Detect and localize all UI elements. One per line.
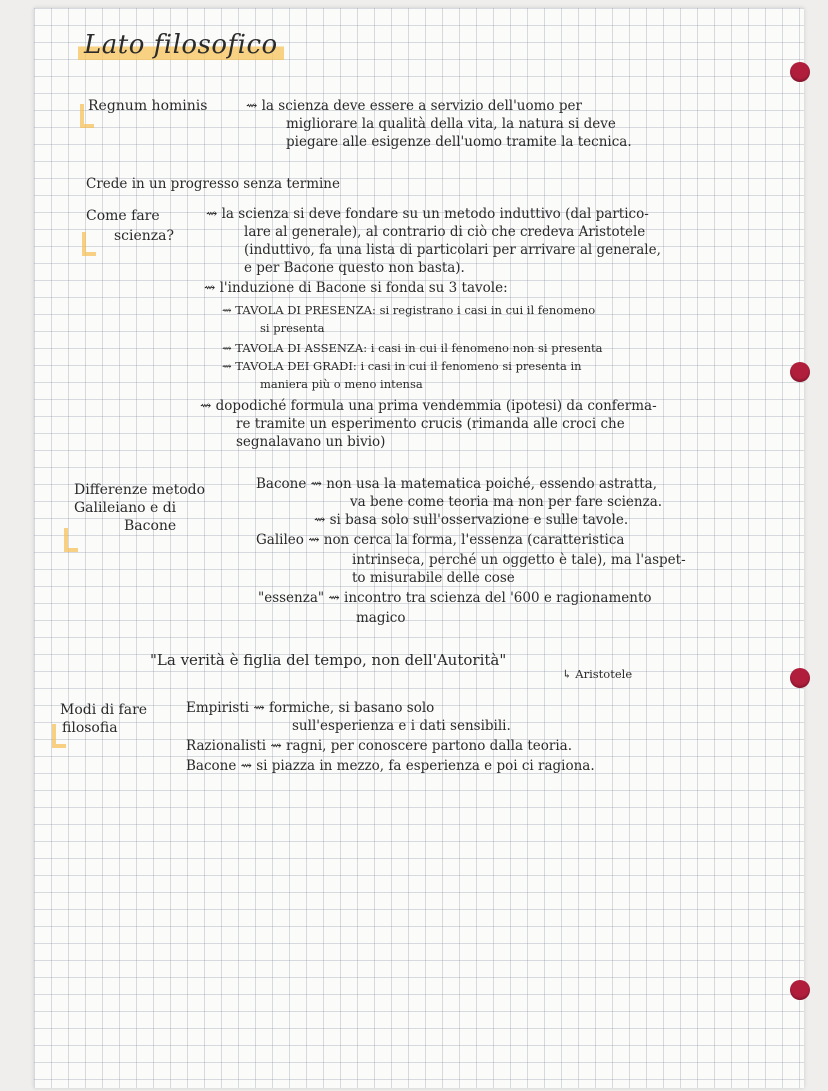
come-fare-line: ⇝ l'induzione di Bacone si fonda su 3 tavole: <box>204 280 508 296</box>
come-fare-line: si presenta <box>260 321 325 335</box>
differenze-line: ⇝ si basa solo sull'osservazione e sulle tavole. <box>314 512 629 528</box>
quote-text: "La verità è figlia del tempo, non dell'Autorità" <box>150 651 507 669</box>
come-fare-line: ⇝ dopodiché formula una prima vendemmia (ipotesi) da conferma- <box>200 398 657 414</box>
differenze-line: va bene come teoria ma non per fare scienza. <box>350 494 663 510</box>
highlight-bracket <box>82 232 96 256</box>
modi-label: Modi di fare <box>60 702 148 718</box>
highlight-bracket <box>64 528 78 552</box>
regnum-line: piegare alle esigenze dell'uomo tramite la tecnica. <box>286 134 632 150</box>
differenze-label: Galileiano e di <box>74 500 177 516</box>
binder-hole-4 <box>790 980 810 1000</box>
differenze-line: "essenza" ⇝ incontro tra scienza del '600 e ragionamento <box>258 590 652 606</box>
differenze-line: magico <box>356 610 406 626</box>
modi-line: Razionalisti ⇝ ragni, per conoscere partono dalla teoria. <box>186 738 572 754</box>
come-fare-line: ⇝ la scienza si deve fondare su un metodo induttivo (dal partico- <box>206 206 649 222</box>
differenze-label: Differenze metodo <box>74 482 206 498</box>
come-fare-line: lare al generale), al contrario di ciò che credeva Aristotele <box>244 224 646 240</box>
regnum-line: ⇝ la scienza deve essere a servizio dell'uomo per <box>246 98 582 114</box>
regnum-line: migliorare la qualità della vita, la natura si deve <box>286 116 616 132</box>
binder-hole-1 <box>790 62 810 82</box>
come-fare-line: (induttivo, fa una lista di particolari per arrivare al generale, <box>244 242 661 258</box>
come-fare-line: maniera più o meno intensa <box>260 377 423 391</box>
progresso-line: Crede in un progresso senza termine <box>86 176 340 192</box>
quote-author: ↳ Aristotele <box>562 667 633 681</box>
come-fare-line: re tramite un esperimento crucis (rimanda alle croci che <box>236 416 625 432</box>
come-fare-line: ⇝ TAVOLA DI ASSENZA: i casi in cui il fenomeno non si presenta <box>222 341 603 355</box>
come-fare-label: scienza? <box>114 228 175 244</box>
modi-line: sull'esperienza e i dati sensibili. <box>292 718 511 734</box>
differenze-label: Bacone <box>124 518 177 534</box>
modi-line: Bacone ⇝ si piazza in mezzo, fa esperienza e poi ci ragiona. <box>186 758 595 774</box>
modi-line: Empiristi ⇝ formiche, si basano solo <box>186 700 435 716</box>
come-fare-line: ⇝ TAVOLA DI PRESENZA: si registrano i casi in cui il fenomeno <box>222 303 596 317</box>
come-fare-line: ⇝ TAVOLA DEI GRADI: i casi in cui il fenomeno si presenta in <box>222 359 582 373</box>
highlight-bracket <box>52 724 66 748</box>
modi-label: filosofia <box>62 720 118 736</box>
come-fare-label: Come fare <box>86 208 160 224</box>
come-fare-line: segnalavano un bivio) <box>236 434 386 450</box>
differenze-line: Galileo ⇝ non cerca la forma, l'essenza (caratteristica <box>256 532 625 548</box>
come-fare-line: e per Bacone questo non basta). <box>244 260 465 276</box>
page-title: Lato filosofico <box>78 30 284 60</box>
differenze-line: to misurabile delle cose <box>352 570 515 586</box>
regnum-label: Regnum hominis <box>88 98 208 114</box>
differenze-line: intrinseca, perché un oggetto è tale), ma l'aspet- <box>352 552 686 568</box>
binder-hole-2 <box>790 362 810 382</box>
binder-hole-3 <box>790 668 810 688</box>
differenze-line: Bacone ⇝ non usa la matematica poiché, essendo astratta, <box>256 476 658 492</box>
